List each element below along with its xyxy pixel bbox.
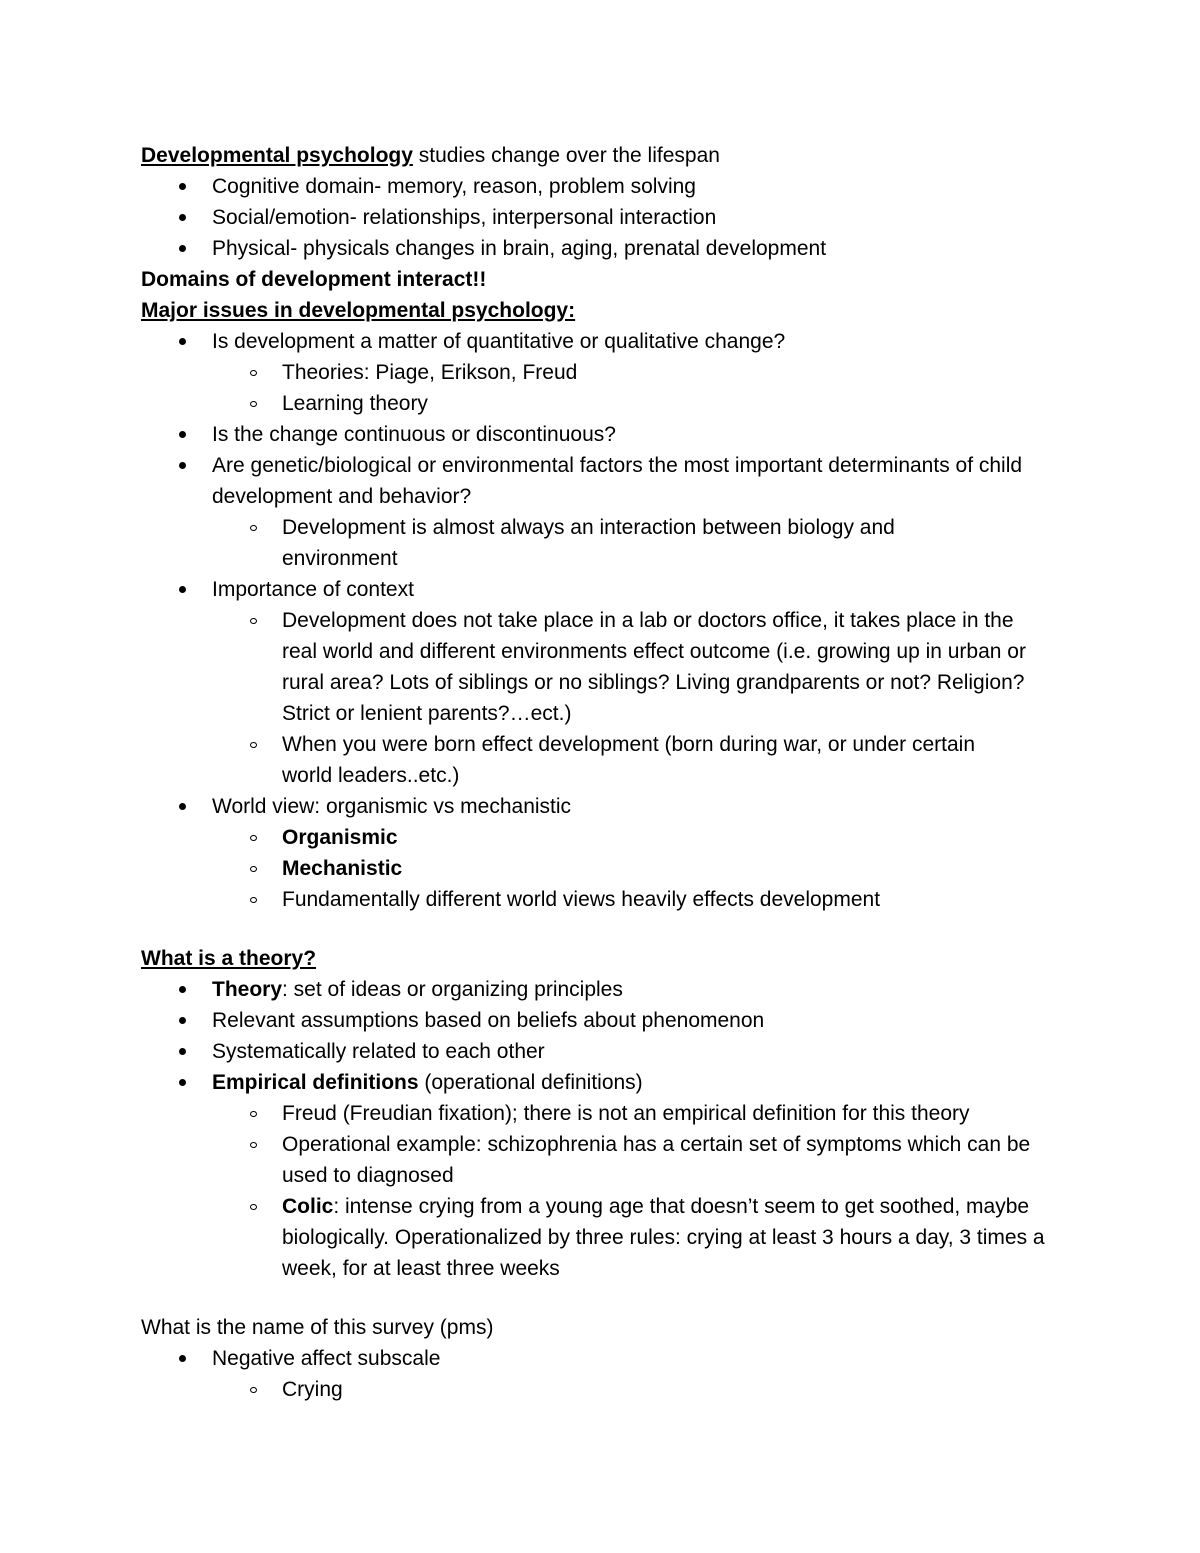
intro-term: Developmental psychology: [141, 144, 413, 167]
hollow-bullet-icon: [250, 742, 257, 748]
list-item: Systematically related to each other: [141, 1036, 1081, 1067]
sub-list-item: Learning theory: [141, 388, 1081, 419]
sub-list-item: Freud (Freudian fixation); there is not an empirical definition for this theory: [141, 1098, 1081, 1129]
list-item: Theory: set of ideas or organizing principles: [141, 974, 1081, 1005]
hollow-bullet-icon: [250, 401, 257, 407]
sub-list-item: Development is almost always an interaction between biology and environment: [141, 512, 982, 574]
intro-line: [141, 140, 1081, 171]
bullet-icon: [179, 462, 186, 469]
hollow-bullet-icon: [250, 897, 257, 903]
bullet-icon: [179, 338, 186, 345]
list-item: Physical- physicals changes in brain, aging, prenatal development: [141, 233, 1081, 264]
hollow-bullet-icon: [250, 525, 257, 531]
spacer: [141, 915, 1081, 943]
sub-list-item: Crying: [141, 1374, 1081, 1405]
sub-list-item: Operational example: schizophrenia has a certain set of symptoms which can be used to diagnosed: [141, 1129, 1057, 1191]
list-item: Empirical definitions (operational definitions): [141, 1067, 1081, 1098]
bullet-icon: [179, 214, 186, 221]
hollow-bullet-icon: [250, 835, 257, 841]
bullet-icon: [179, 1048, 186, 1055]
list-item: Negative affect subscale: [141, 1343, 1081, 1374]
sub-list-item: Mechanistic: [141, 853, 1081, 884]
list-item: Social/emotion- relationships, interpersonal interaction: [141, 202, 1081, 233]
bullet-icon: [179, 431, 186, 438]
sub-list-item: Colic: intense crying from a young age that doesn’t seem to get soothed, maybe biologically. Operationalized by three rules: crying at least 3 hours a day, 3 times a week, for at least three weeks: [141, 1191, 1057, 1284]
bullet-icon: [179, 803, 186, 810]
sub-list-item: Organismic: [141, 822, 1081, 853]
theory-heading: What is a theory?: [141, 947, 317, 970]
list-item: Are genetic/biological or environmental factors the most important determinants of child development and behavior?: [141, 450, 1042, 512]
list-item: Cognitive domain- memory, reason, problem solving: [141, 171, 1081, 202]
list-item: Relevant assumptions based on beliefs about phenomenon: [141, 1005, 1081, 1036]
sub-list-item: Theories: Piage, Erikson, Freud: [141, 357, 1081, 388]
hollow-bullet-icon: [250, 618, 257, 624]
hollow-bullet-icon: [250, 866, 257, 872]
hollow-bullet-icon: [250, 1204, 257, 1210]
list-item: Importance of context: [141, 574, 1081, 605]
sub-list-item: Fundamentally different world views heavily effects development: [141, 884, 1081, 915]
bullet-icon: [179, 986, 186, 993]
intro-rest: studies change over the lifespan: [412, 144, 720, 167]
bullet-icon: [179, 586, 186, 593]
list-item: Is development a matter of quantitative or qualitative change?: [141, 326, 1081, 357]
hollow-bullet-icon: [250, 1387, 257, 1393]
bullet-icon: [179, 245, 186, 252]
sub-list-item: When you were born effect development (born during war, or under certain world leaders..etc.): [141, 729, 1007, 791]
bullet-icon: [179, 1355, 186, 1362]
bullet-icon: [179, 1017, 186, 1024]
bullet-icon: [179, 183, 186, 190]
document-page: [141, 140, 1081, 1405]
major-issues-heading: Major issues in developmental psychology:: [141, 299, 576, 322]
bullet-icon: [179, 1079, 186, 1086]
spacer: [141, 1284, 1081, 1312]
hollow-bullet-icon: [250, 370, 257, 376]
hollow-bullet-icon: [250, 1111, 257, 1117]
list-item: World view: organismic vs mechanistic: [141, 791, 1081, 822]
survey-question: What is the name of this survey (pms): [141, 1316, 494, 1339]
hollow-bullet-icon: [250, 1142, 257, 1148]
list-item: Is the change continuous or discontinuous?: [141, 419, 1081, 450]
sub-list-item: Development does not take place in a lab or doctors office, it takes place in the real world and different environments effect outcome (i.e. growing up in urban or rural area? Lots of siblings or no siblings? Living grandparents or not? Religion? Strict or lenient parents?…ect.): [141, 605, 1047, 729]
domains-interact-heading: Domains of development interact!!: [141, 268, 487, 291]
